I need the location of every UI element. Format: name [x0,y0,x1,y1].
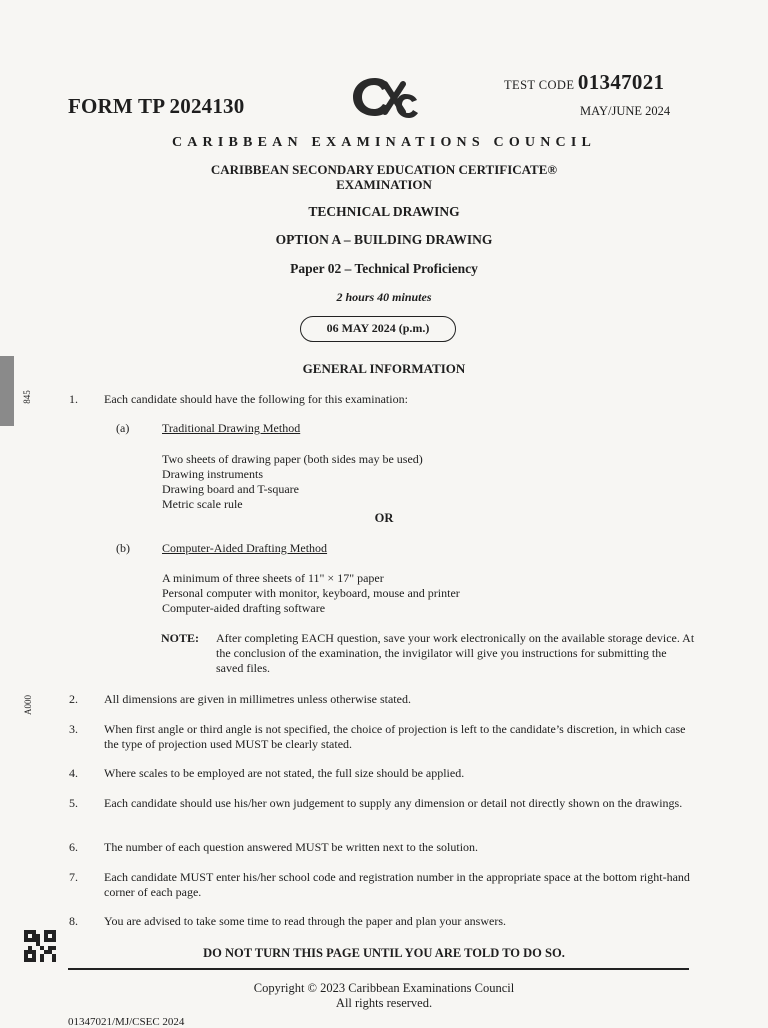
divider [68,968,689,970]
test-code [504,70,664,95]
item-text: Each candidate should have the following for this examination: [104,392,408,406]
item-number: 7. [69,870,78,884]
rights-reserved: All rights reserved. [335,996,433,1010]
method-b-label: (b) [116,541,130,555]
method-a-label: (a) [116,421,130,435]
margin-code-a000: A000 [23,695,33,715]
item-number: 8. [69,914,78,928]
item-number: 5. [69,796,78,810]
option-title: OPTION A – BUILDING DRAWING [275,232,493,247]
method-b-title: Computer-Aided Drafting Method [162,541,328,555]
item-number: 2. [69,692,78,706]
item-text: The number of each question answered MUST be written next to the solution. [104,840,479,854]
item-number: 4. [69,766,78,780]
list-item: Personal computer with monitor, keyboard, mouse and printer [162,586,460,600]
item-text: Each candidate MUST enter his/her school code and registration number in the appropriate space at the bottom right-hand corner of each page. [104,870,690,899]
cxc-logo [345,72,421,122]
note-label: NOTE: [161,631,200,645]
general-information-heading: GENERAL INFORMATION [302,361,466,376]
form-code: FORM TP 2024130 [68,94,245,118]
item-text: Each candidate should use his/her own judgement to supply any dimension or detail not directly shown on the drawings. [104,796,683,810]
copyright-line: Copyright © 2023 Caribbean Examinations Council [253,981,515,995]
exam-session: MAY/JUNE 2024 [580,104,671,118]
list-item: Drawing instruments [162,467,263,481]
method-a-title: Traditional Drawing Method [162,421,301,435]
note-text: After completing EACH question, save your work electronically on the available storage device. At the conclusion of the examination, the invigilator will give you instructions for submitting the saved files. [216,631,695,675]
paper-title: Paper 02 – Technical Proficiency [290,261,478,276]
test-code-number: 01347021 [577,70,665,94]
item-text: When first angle or third angle is not specified, the choice of projection is left to the candidate’s discretion, in which case the type of projection used MUST be clearly stated. [104,722,686,751]
item-text: You are advised to take some time to read through the paper and plan your answers. [104,914,507,928]
exam-duration: 2 hours 40 minutes [336,290,432,304]
list-item: A minimum of three sheets of 11" × 17" paper [162,571,384,585]
item-number: 1. [69,392,78,406]
list-item: Drawing board and T-square [162,482,299,496]
certificate-title-line1: CARIBBEAN SECONDARY EDUCATION CERTIFICATE® [210,162,558,177]
item-text: All dimensions are given in millimetres unless otherwise stated. [104,692,411,706]
test-code-label: TEST CODE [504,78,575,92]
method-b-list [162,571,460,616]
list-item: Metric scale rule [162,497,243,511]
do-not-turn-instruction: DO NOT TURN THIS PAGE UNTIL YOU ARE TOLD TO DO SO. [203,946,565,960]
item-text: Where scales to be employed are not stated, the full size should be applied. [104,766,465,780]
certificate-title-line2: EXAMINATION [336,177,432,192]
council-name: CARIBBEAN EXAMINATIONS COUNCIL [171,135,597,150]
or-separator: OR [374,511,394,525]
list-item: Computer-aided drafting software [162,601,326,615]
item-number: 6. [69,840,78,854]
item-number: 3. [69,722,78,736]
footer-code: 01347021/MJ/CSEC 2024 [68,1016,185,1028]
method-a-list [162,452,423,512]
subject-title: TECHNICAL DRAWING [308,204,460,219]
exam-date: 06 MAY 2024 (p.m.) [300,316,456,342]
list-item: Two sheets of drawing paper (both sides may be used) [162,452,423,466]
margin-code: 845 [21,390,32,404]
